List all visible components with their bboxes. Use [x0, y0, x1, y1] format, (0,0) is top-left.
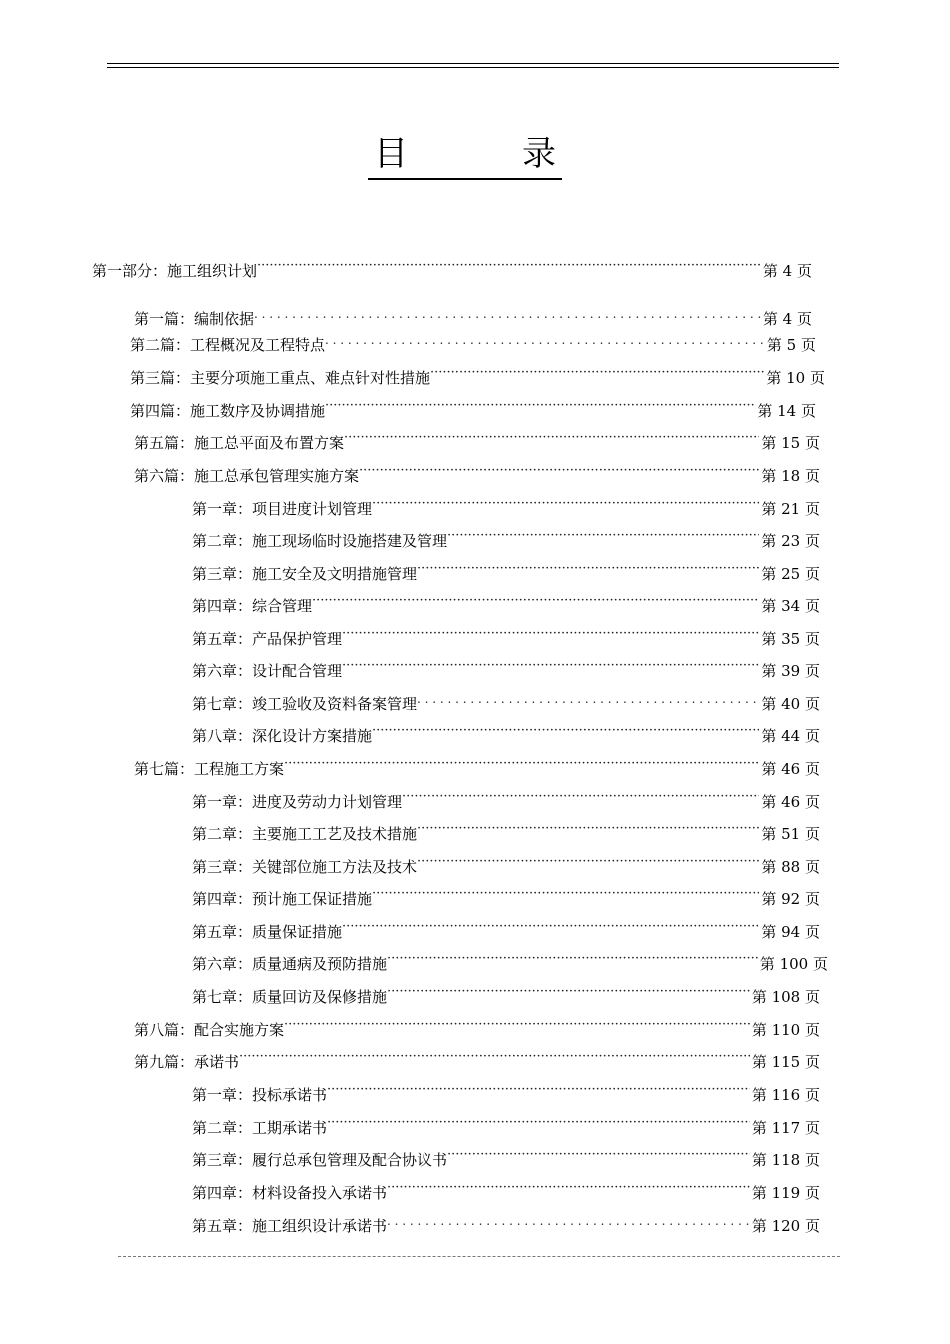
toc-entry-title: 第五章：施工组织设计承诺书 [192, 1217, 388, 1235]
toc-entry-page: 第 100 页 [759, 955, 828, 973]
toc-entry [192, 656, 820, 680]
toc-entry [192, 721, 820, 745]
toc-entry-title: 第二篇：工程概况及工程特点 [130, 336, 326, 354]
toc-leader-dots [254, 304, 761, 324]
toc-entry-page: 第 46 页 [761, 760, 820, 778]
toc-entry-title: 第三篇：主要分项施工重点、难点针对性措施 [130, 369, 431, 387]
toc-entry-page: 第 21 页 [761, 500, 820, 518]
toc-entry-title: 第四章：综合管理 [192, 597, 313, 615]
toc-entry-title: 第六章：质量通病及预防措施 [192, 955, 388, 973]
toc-entry [134, 1015, 820, 1039]
toc-leader-dots [447, 1145, 750, 1165]
toc-leader-dots [417, 559, 759, 579]
toc-leader-dots [372, 494, 759, 514]
toc-entry-title: 第二章：施工现场临时设施搭建及管理 [192, 532, 448, 550]
toc-entry [192, 526, 820, 550]
toc-entry-page: 第 110 页 [751, 1021, 820, 1039]
toc-entry [192, 624, 820, 648]
toc-leader-dots [325, 396, 755, 416]
toc-entry-title: 第五篇：施工总平面及布置方案 [134, 434, 345, 452]
toc-leader-dots [387, 1211, 750, 1231]
footer-rule [118, 1256, 840, 1257]
toc-entry-page: 第 15 页 [761, 434, 820, 452]
toc-leader-dots [284, 754, 759, 774]
toc-entry [192, 884, 820, 908]
toc-entry [192, 689, 820, 713]
toc-entry-page: 第 5 页 [766, 336, 816, 354]
toc-entry-page: 第 4 页 [762, 310, 812, 328]
toc-entry-title: 第四章：材料设备投入承诺书 [192, 1184, 388, 1202]
toc-leader-dots [342, 624, 759, 644]
toc-entry-page: 第 115 页 [751, 1053, 820, 1071]
toc-entry-page: 第 23 页 [761, 532, 820, 550]
toc-entry-page: 第 118 页 [751, 1151, 820, 1169]
toc-entry-page: 第 92 页 [761, 890, 820, 908]
toc-entry [134, 754, 820, 778]
toc-leader-dots [402, 787, 759, 807]
toc-entry-page: 第 117 页 [751, 1119, 820, 1137]
toc-leader-dots [387, 1178, 750, 1198]
toc-leader-dots [239, 1047, 750, 1067]
toc-entry-title: 第六篇：施工总承包管理实施方案 [134, 467, 360, 485]
toc-entry-title: 第一章：项目进度计划管理 [192, 500, 373, 518]
toc-leader-dots [344, 428, 759, 448]
toc-entry-title: 第二章：工期承诺书 [192, 1119, 328, 1137]
toc-entry-title: 第四章：预计施工保证措施 [192, 890, 373, 908]
toc-entry [130, 330, 816, 354]
toc-entry-title: 第三章：施工安全及文明措施管理 [192, 565, 418, 583]
toc-entry [192, 1145, 820, 1169]
toc-leader-dots [387, 949, 758, 969]
toc-entry-title: 第九篇：承诺书 [134, 1053, 240, 1071]
toc-entry-page: 第 119 页 [751, 1184, 820, 1202]
title-char-1: 目 [374, 134, 408, 174]
toc-leader-dots [327, 1113, 750, 1133]
toc-entry-title: 第一部分：施工组织计划 [92, 262, 258, 280]
toc-leader-dots [417, 689, 759, 709]
toc-entry-page: 第 108 页 [751, 988, 820, 1006]
title-char-2: 录 [522, 134, 556, 174]
toc-entry [192, 1178, 820, 1202]
toc-entry [192, 1080, 820, 1104]
toc-entry-title: 第三章：履行总承包管理及配合协议书 [192, 1151, 448, 1169]
toc-entry-title: 第四篇：施工数序及协调措施 [130, 402, 326, 420]
toc-leader-dots [372, 884, 759, 904]
header-rule-top [107, 63, 839, 64]
toc-entry-title: 第八章：深化设计方案措施 [192, 727, 373, 745]
toc-entry-title: 第八篇：配合实施方案 [134, 1021, 285, 1039]
toc-leader-dots [325, 330, 765, 350]
toc-entry-title: 第七章：竣工验收及资料备案管理 [192, 695, 418, 713]
toc-entry [192, 819, 820, 843]
toc-entry-title: 第一章：进度及劳动力计划管理 [192, 793, 403, 811]
toc-entry [192, 852, 820, 876]
toc-entry-page: 第 51 页 [761, 825, 820, 843]
toc-entry-title: 第六章：设计配合管理 [192, 662, 343, 680]
toc-entry [192, 559, 820, 583]
toc-entry-page: 第 116 页 [751, 1086, 820, 1104]
toc-leader-dots [284, 1015, 750, 1035]
toc-entry-page: 第 39 页 [761, 662, 820, 680]
toc-entry [192, 787, 820, 811]
toc-entry [192, 982, 820, 1006]
toc-entry-page: 第 40 页 [761, 695, 820, 713]
toc-leader-dots [257, 256, 761, 276]
toc-entry-title: 第二章：主要施工工艺及技术措施 [192, 825, 418, 843]
toc-entry-page: 第 25 页 [761, 565, 820, 583]
toc-entry [192, 591, 820, 615]
toc-entry-page: 第 35 页 [761, 630, 820, 648]
toc-entry-page: 第 18 页 [761, 467, 820, 485]
toc-entry [92, 256, 812, 280]
toc-entry [134, 1047, 820, 1071]
toc-entry-page: 第 94 页 [761, 923, 820, 941]
toc-entry-title: 第五章：质量保证措施 [192, 923, 343, 941]
toc-entry-title: 第一篇：编制依据 [134, 310, 255, 328]
toc-leader-dots [327, 1080, 750, 1100]
header-rule-bottom [107, 67, 839, 68]
toc-entry-page: 第 14 页 [757, 402, 816, 420]
toc-entry-title: 第七章：质量回访及保修措施 [192, 988, 388, 1006]
toc-entry [192, 1113, 820, 1137]
toc-entry [134, 428, 820, 452]
toc-entry-page: 第 10 页 [766, 369, 825, 387]
toc-entry-title: 第三章：关键部位施工方法及技术 [192, 858, 418, 876]
toc-entry [130, 396, 816, 420]
toc-entry [192, 494, 820, 518]
toc-entry-page: 第 44 页 [761, 727, 820, 745]
toc-entry-page: 第 88 页 [761, 858, 820, 876]
toc-leader-dots [387, 982, 750, 1002]
toc-entry-page: 第 34 页 [761, 597, 820, 615]
toc-leader-dots [417, 819, 759, 839]
toc-entry [134, 304, 812, 328]
toc-entry [130, 363, 825, 387]
page-title [368, 126, 562, 180]
toc-entry [192, 949, 828, 973]
toc-leader-dots [372, 721, 759, 741]
toc-entry-title: 第五章：产品保护管理 [192, 630, 343, 648]
toc-leader-dots [430, 363, 764, 383]
toc-entry-page: 第 4 页 [762, 262, 812, 280]
toc-leader-dots [312, 591, 759, 611]
toc-entry [192, 917, 820, 941]
toc-leader-dots [447, 526, 759, 546]
toc-entry [192, 1211, 820, 1235]
toc-entry-title: 第七篇：工程施工方案 [134, 760, 285, 778]
toc-entry-page: 第 46 页 [761, 793, 820, 811]
toc-leader-dots [417, 852, 759, 872]
toc-entry [134, 461, 820, 485]
toc-entry-page: 第 120 页 [751, 1217, 820, 1235]
toc-entry-title: 第一章：投标承诺书 [192, 1086, 328, 1104]
toc-leader-dots [342, 917, 759, 937]
toc-leader-dots [342, 656, 759, 676]
toc-leader-dots [359, 461, 759, 481]
